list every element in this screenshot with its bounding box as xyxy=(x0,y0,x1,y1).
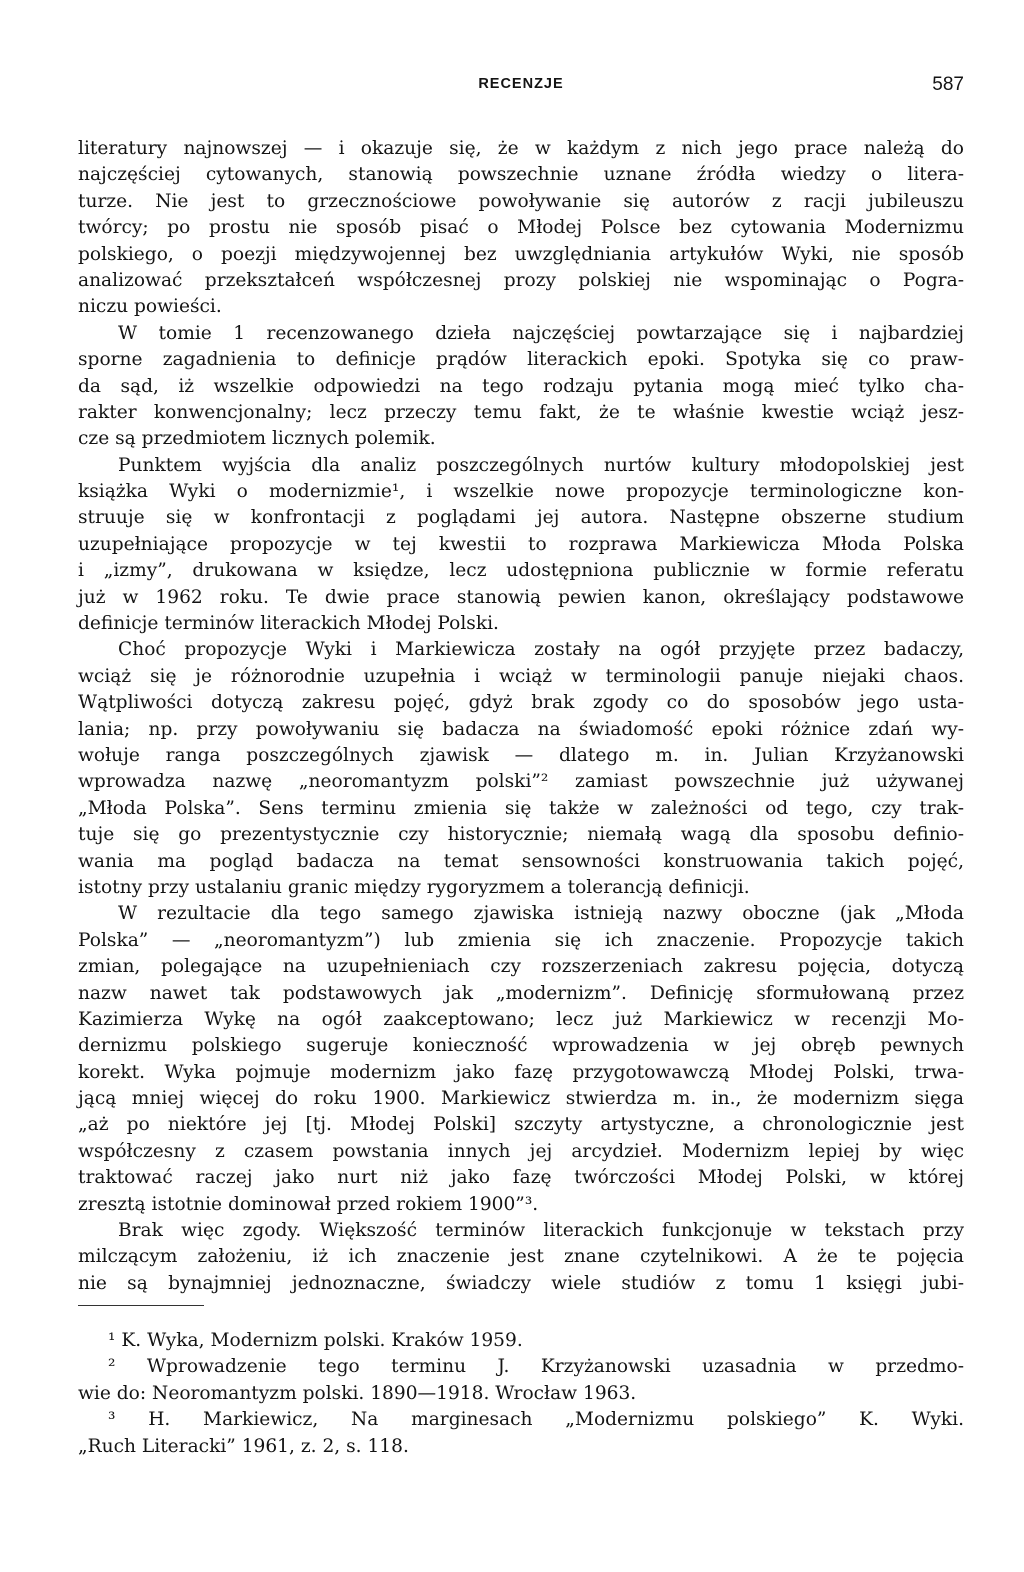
text-line: rakter konwencjonalny; lecz przeczy temu fakt, że te właśnie kwestie wciąż jesz- xyxy=(78,401,964,423)
body-text xyxy=(78,136,964,1297)
text-line: „aż po niektóre jej [tj. Młodej Polski] szczyty artystyczne, a chronologicznie jest xyxy=(78,1114,964,1136)
text-line: literatury najnowszej — i okazuje się, że w każdym z nich jego prace należą do xyxy=(78,138,964,159)
text-line: korekt. Wyka pojmuje modernizm jako fazę przygotowawczą Młodej Polski, trwa- xyxy=(78,1061,964,1083)
text-line: zresztą istotnie dominował przed rokiem 1900”³. xyxy=(78,1193,539,1215)
footnote-3: ³ H. Markiewicz, Na marginesach „Modernizmu polskiego” K. Wyki. xyxy=(108,1409,964,1431)
page-header xyxy=(78,76,964,102)
text-line: lania; np. przy powoływaniu się badacza na świadomość epoki różnice zdań wy- xyxy=(78,718,964,740)
footnote-3-continued: „Ruch Literacki” 1961, z. 2, s. 118. xyxy=(78,1435,409,1457)
paragraph-first-line: Brak więc zgody. Większość terminów literackich funkcjonuje w tekstach przy xyxy=(118,1220,964,1242)
text-line: najczęściej cytowanych, stanowią powszechnie uznane źródła wiedzy o litera- xyxy=(78,164,964,186)
text-line: dernizmu polskiego sugeruje konieczność wprowadzenia w jej obręb pewnych xyxy=(78,1035,964,1057)
paragraph-first-line: Punktem wyjścia dla analiz poszczególnych nurtów kultury młodopolskiej jest xyxy=(118,454,964,476)
text-line: Polska” — „neoromantyzm”) lub zmienia się ich znaczenie. Propozycje takich xyxy=(78,929,964,951)
text-line: wciąż się je różnorodnie uzupełnia i wciąż w terminologii panuje niejaki chaos. xyxy=(78,665,964,687)
text-line: traktować raczej jako nurt niż jako fazę twórczości Młodej Polski, w której xyxy=(78,1167,964,1189)
paragraph-first-line: W rezultacie dla tego samego zjawiska istnieją nazwy oboczne (jak „Młoda xyxy=(118,903,964,925)
text-line: niczu powieści. xyxy=(78,296,222,318)
text-line: sporne zagadnienia to definicje prądów literackich epoki. Spotyka się co praw- xyxy=(78,349,964,371)
footnote-2-continued: wie do: Neoromantyzm polski. 1890—1918. Wrocław 1963. xyxy=(78,1382,637,1404)
text-line: wprowadza nazwę „neoromantyzm polski”² zamiast powszechnie już używanej xyxy=(78,771,964,793)
text-line: już w 1962 roku. Te dwie prace stanowią pewien kanon, określający podstawowe xyxy=(78,586,964,608)
text-line: wania ma pogląd badacza na temat sensowności konstruowania takich pojęć, xyxy=(78,850,964,872)
text-line: książka Wyki o modernizmie¹, i wszelkie nowe propozycje terminologiczne kon- xyxy=(78,481,964,503)
text-line: wołuje ranga poszczególnych zjawisk — dlatego m. in. Julian Krzyżanowski xyxy=(78,744,964,766)
text-line: polskiego, o poezji międzywojennej bez uwzględniania artykułów Wyki, nie sposób xyxy=(78,243,964,265)
text-line: tuje się go prezentystycznie czy historycznie; niemałą wagą dla sposobu definio- xyxy=(78,824,964,846)
text-line: analizować przekształceń współczesnej prozy polskiej nie wspominając o Pogra- xyxy=(78,269,964,291)
text-line: Wątpliwości dotyczą zakresu pojęć, gdyż brak zgody co do sposobów jego usta- xyxy=(78,692,964,714)
text-line: nazw nawet tak podstawowych jak „modernizm”. Definicję sformułowaną przez xyxy=(78,982,964,1004)
footnote-1: ¹ K. Wyka, Modernizm polski. Kraków 1959. xyxy=(108,1330,523,1351)
paragraph-first-line: Choć propozycje Wyki i Markiewicza zostały na ogół przyjęte przez badaczy, xyxy=(118,639,964,661)
footnote-2: ² Wprowadzenie tego terminu J. Krzyżanowski uzasadnia w przedmo- xyxy=(108,1356,964,1378)
text-line: cze są przedmiotem licznych polemik. xyxy=(78,428,436,450)
text-line: Kazimierza Wykę na ogół zaakceptowano; lecz już Markiewicz w recenzji Mo- xyxy=(78,1008,964,1030)
text-line: jącą mniej więcej do roku 1900. Markiewicz stwierdza m. in., że modernizm sięga xyxy=(78,1088,964,1110)
text-line: definicje terminów literackich Młodej Polski. xyxy=(78,613,499,635)
text-line: i „izmy”, drukowana w księdze, lecz udostępniona publicznie w formie referatu xyxy=(78,560,964,582)
text-line: współczesny z czasem powstania innych jej arcydzieł. Modernizm lepiej by więc xyxy=(78,1140,964,1162)
running-head: RECENZJE xyxy=(478,76,564,92)
text-line: zmian, polegające na uzupełnieniach czy rozszerzeniach zakresu pojęcia, dotyczą xyxy=(78,956,964,978)
text-line: twórcy; po prostu nie sposób pisać o Młodej Polsce bez cytowania Modernizmu xyxy=(78,217,964,239)
page-number: 587 xyxy=(932,74,964,95)
footnote-separator xyxy=(78,1305,204,1306)
text-line: uzupełniające propozycje w tej kwestii to rozprawa Markiewicza Młoda Polska xyxy=(78,533,964,555)
text-line: turze. Nie jest to grzecznościowe powoływanie się autorów z racji jubileuszu xyxy=(78,190,964,212)
text-line: milczącym założeniu, iż ich znaczenie jest znane czytelnikowi. A że te pojęcia xyxy=(78,1246,964,1268)
paragraph-first-line: W tomie 1 recenzowanego dzieła najczęściej powtarzające się i najbardziej xyxy=(118,322,964,344)
text-line: da sąd, iż wszelkie odpowiedzi na tego rodzaju pytania mogą mieć tylko cha- xyxy=(78,375,964,397)
text-line: „Młoda Polska”. Sens terminu zmienia się także w zależności od tego, czy trak- xyxy=(78,797,964,819)
text-line: nie są bynajmniej jednoznaczne, świadczy wiele studiów z tomu 1 księgi jubi- xyxy=(78,1272,964,1294)
text-line: istotny przy ustalaniu granic między rygoryzmem a tolerancją definicji. xyxy=(78,876,750,898)
text-line: struuje się w konfrontacji z poglądami jej autora. Następne obszerne studium xyxy=(78,507,964,529)
footnotes xyxy=(78,1328,964,1460)
